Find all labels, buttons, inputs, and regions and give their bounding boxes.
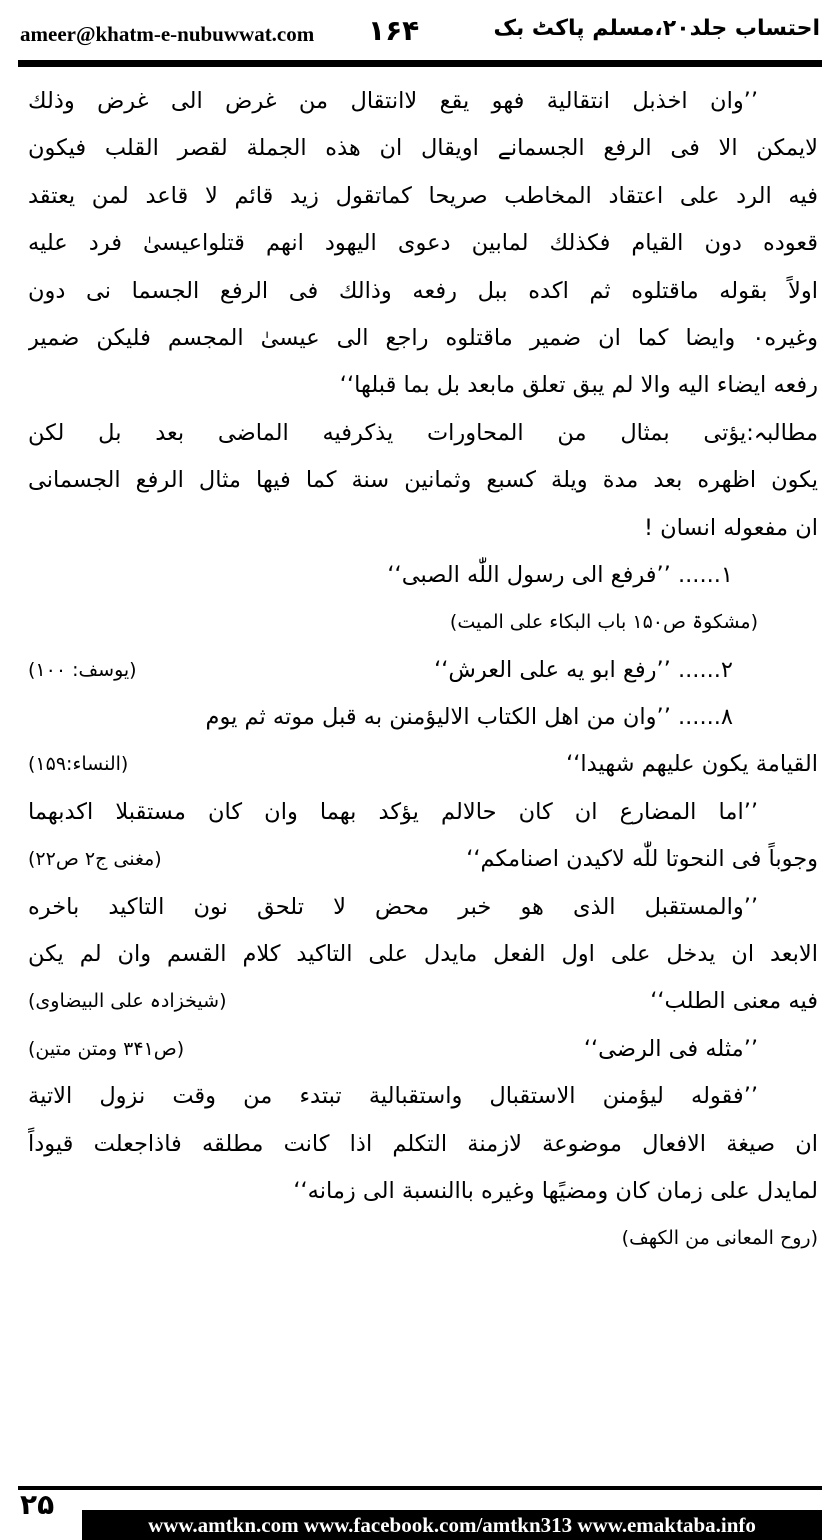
footer-page-number: ۲۵ bbox=[20, 1488, 55, 1521]
quote-row bbox=[28, 1026, 818, 1073]
quote-row bbox=[28, 647, 818, 694]
text-line: ’’اما المضارع ان كان حالالم يؤكد بهما وان كان مستقبلا اكدبهما bbox=[28, 798, 758, 825]
quote-text: ۲...... ’’رفع ابو يه على العرش‘‘ bbox=[434, 656, 733, 683]
text-line: ان مفعوله انسان ! bbox=[643, 514, 818, 541]
citation: (النساء:۱۵۹) bbox=[28, 753, 129, 776]
citation: (مغنی ج۲ ص۲۲) bbox=[28, 848, 162, 871]
text-line: فيه الرد على اعتقاد المخاطب صريحا كماتقول زيد قائم لا قاعد لمن يعتقد bbox=[28, 182, 818, 209]
footer-links: www.amtkn.com www.facebook.com/amtkn313 www.emaktaba.info bbox=[82, 1510, 822, 1540]
text-line: ’’وان اخذبل انتقالية فهو يقع لاانتقال من غرض الى غرض وذلك bbox=[28, 88, 758, 114]
text-line: مطالبہ:يؤتى بمثال من المحاورات يذكرفيه الماضى بعد بل لكن bbox=[28, 419, 818, 446]
text-line: ان صيغة الافعال موضوعة لازمنة التكلم اذا كانت مطلقه فاذاجعلت قيوداً bbox=[28, 1130, 818, 1157]
citation: (شیخزادہ علی البیضاوی) bbox=[28, 990, 227, 1013]
citation: (یوسف: ۱۰۰) bbox=[28, 658, 137, 681]
text-line: اولاً بقوله ماقتلوه ثم اكده ببل رفعه وذالك فى الرفع الجسما نى دون bbox=[28, 277, 818, 304]
header-divider bbox=[18, 60, 822, 67]
text-line: لمايدل على زمان كان ومضيًها وغيره باالنسبة الى زمانه‘‘ bbox=[293, 1177, 818, 1204]
header-email: ameer@khatm-e-nubuwwat.com bbox=[20, 22, 315, 46]
text-line: وغيره٠ وايضا كما ان ضمير ماقتلوه راجع الى عيسىٰ المجسم فليكن ضمير bbox=[28, 324, 818, 351]
text-line: يكون اظهره بعد مدة ويلة كسبع وثمانين سنة كما فيها مثال الرفع الجسمانى bbox=[28, 467, 818, 494]
citation: (ص۳۴۱ ومتن متین) bbox=[28, 1037, 185, 1060]
citation: (مشکوۃ ص۱۵۰ باب البکاء علی المیت) bbox=[449, 611, 758, 634]
quote-text: ’’مثله فى الرضى‘‘ bbox=[583, 1035, 758, 1062]
quote-text: فيه معنى الطلب‘‘ bbox=[650, 988, 818, 1015]
quote-row bbox=[28, 741, 818, 788]
text-line: ’’فقوله ليؤمنن الاستقبال واستقبالية تبتدء من وقت نزول الاتية bbox=[28, 1083, 758, 1110]
text-line: ’’والمستقبل الذى هو خبر محض لا تلحق نون التاكيد باخره bbox=[28, 893, 758, 920]
quote-text: القيامة يكون عليهم شهيدا‘‘ bbox=[566, 751, 818, 778]
text-line: رفعه ايضاء اليه والا لم يبق تعلق مابعد بل بما قبلها‘‘ bbox=[339, 372, 818, 399]
citation: (روح المعانی من الکهف) bbox=[621, 1227, 818, 1250]
text-line: لايمكن الا فى الرفع الجسمانے اويقال ان هذه الجملة لقصر القلب فيكون bbox=[28, 135, 818, 162]
quote-row bbox=[28, 836, 818, 883]
quote-row bbox=[28, 978, 818, 1025]
quote-text: وجوباً فى النحوتا للّٰه لاكيدن اصنامكم‘‘ bbox=[466, 846, 818, 873]
page-body bbox=[28, 78, 818, 1263]
text-line: ۸...... ’’وان من اهل الكتاب الاليؤمنن به قبل موته ثم يوم bbox=[205, 704, 733, 731]
text-line: الابعد ان يدخل على اول الفعل مايدل على التاكيد كلام القسم وان لم يكن bbox=[28, 941, 818, 968]
header-book-title: احتساب جلد۲۰،مسلم پاکٹ بک bbox=[493, 16, 820, 41]
page-header bbox=[0, 0, 840, 60]
text-line: قعوده دون القيام فكذلك لمابين دعوى اليهود انهم قتلواعيسىٰ فرد عليه bbox=[28, 230, 818, 257]
text-line: ۱...... ’’فرفع الى رسول اللّٰه الصبى‘‘ bbox=[387, 561, 733, 588]
footer-divider bbox=[18, 1486, 822, 1490]
header-page-number: ۱۶۴ bbox=[368, 14, 420, 47]
